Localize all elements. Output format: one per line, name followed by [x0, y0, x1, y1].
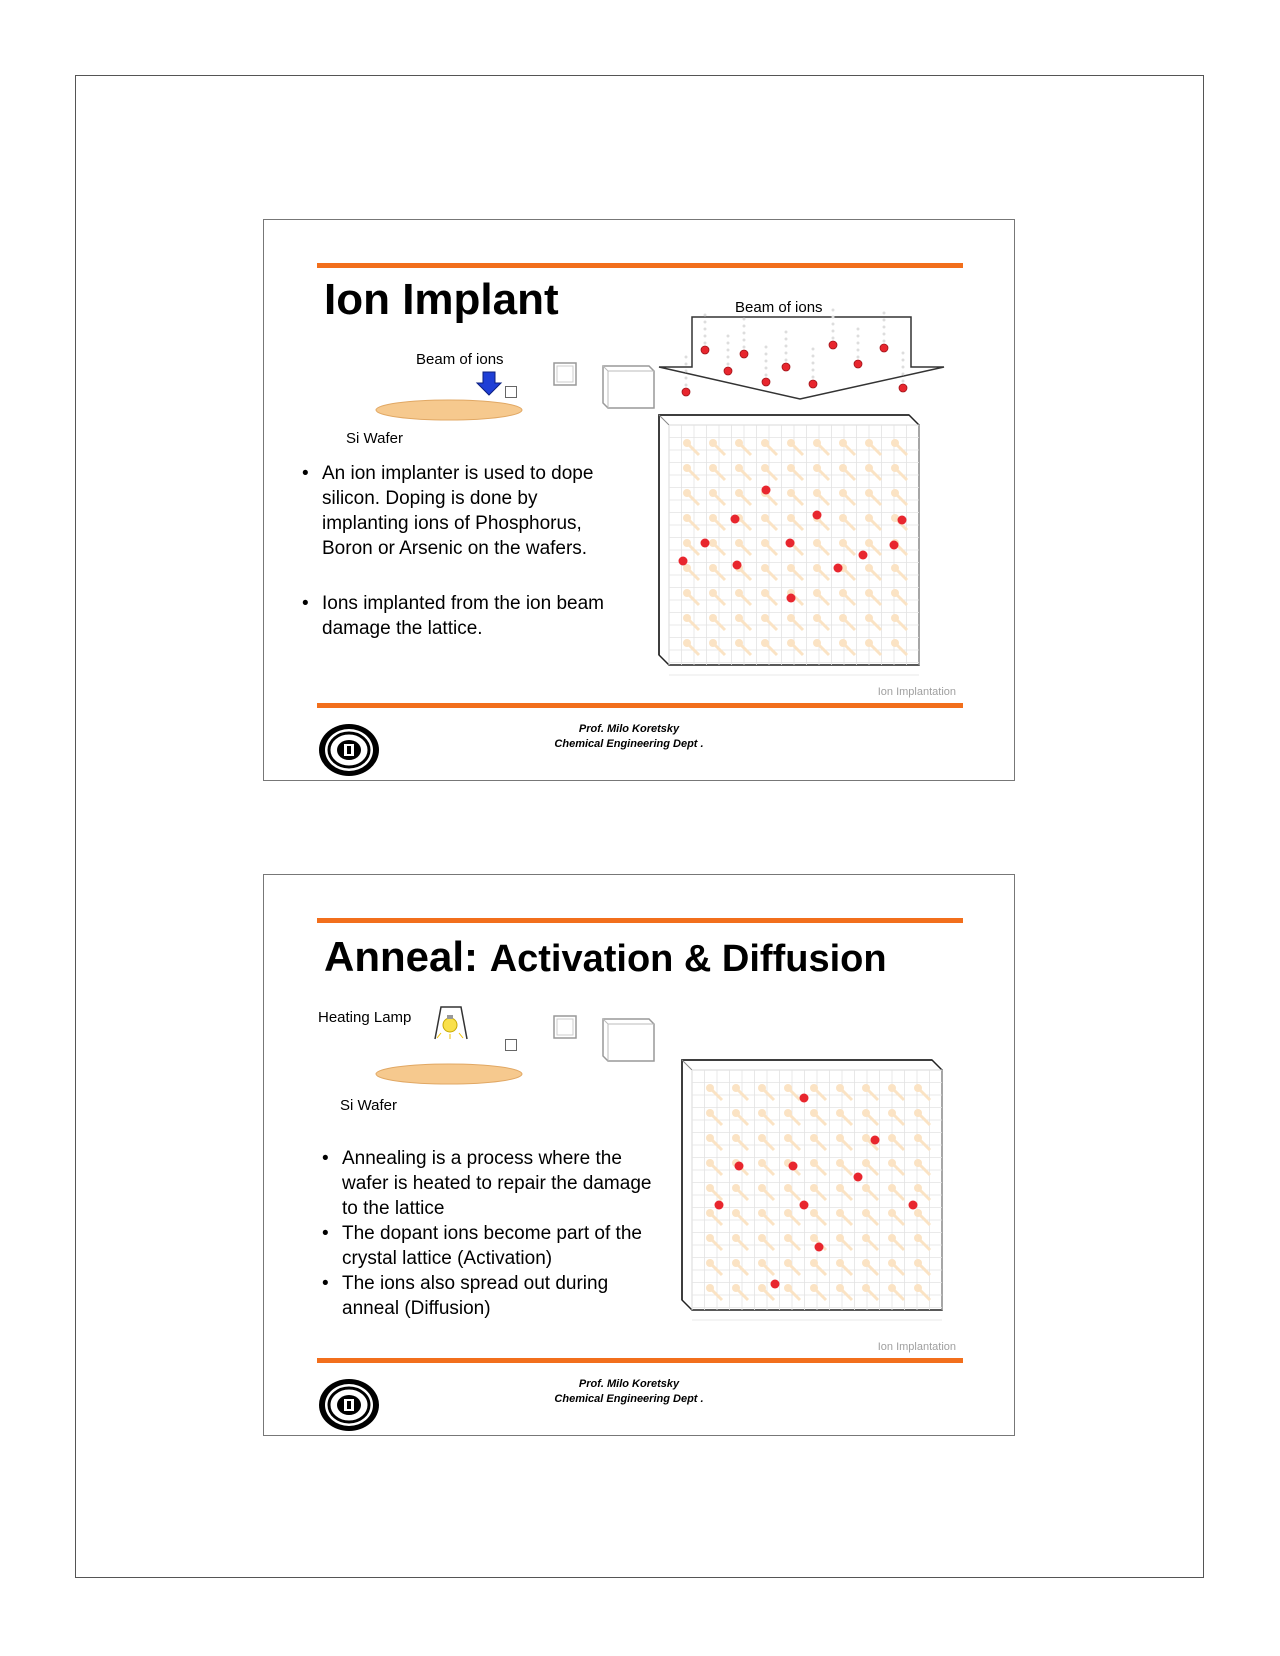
dopant-ion — [813, 511, 822, 520]
wafer-label: Si Wafer — [340, 1097, 397, 1114]
dopant-ion — [735, 1162, 744, 1171]
placeholder-box-icon — [553, 1015, 577, 1039]
title-main: Anneal: — [324, 933, 479, 980]
crystal-lattice-damaged — [659, 415, 929, 677]
dopant-ion — [771, 1280, 780, 1289]
si-wafer — [374, 1062, 524, 1086]
bullet-item: • Annealing is a process where the wafer is heated to repair the damage to the lattice — [322, 1146, 652, 1221]
bullet-list — [322, 1146, 652, 1321]
dopant-ion — [859, 551, 868, 560]
ion-beam-arrow — [657, 317, 947, 407]
placeholder-box-icon — [553, 362, 577, 386]
beam-ion — [762, 378, 770, 386]
dopant-ion — [715, 1201, 724, 1210]
dopant-ion — [800, 1094, 809, 1103]
beam-ion — [701, 346, 709, 354]
dopant-ion — [800, 1201, 809, 1210]
dopant-ion — [762, 486, 771, 495]
slide-anneal — [263, 874, 1015, 1436]
bullet-item: • An ion implanter is used to dope silicon. Doping is done by implanting ions of Phosphorus, Boron or Arsenic on the wafers. — [302, 461, 612, 561]
credit-dept: Chemical Engineering Dept . — [554, 738, 704, 750]
beam-label-left: Beam of ions — [416, 351, 504, 368]
dopant-ion — [834, 564, 843, 573]
dopant-ion — [909, 1201, 918, 1210]
university-seal-logo — [317, 722, 381, 778]
beam-ion — [854, 360, 862, 368]
footer-tag: Ion Implantation — [877, 686, 956, 698]
beam-ion — [782, 363, 790, 371]
accent-bar-bottom — [317, 703, 963, 708]
bullet-item: • Ions implanted from the ion beam damage the lattice. — [302, 591, 612, 641]
dopant-ion — [733, 561, 742, 570]
dopant-ion — [854, 1173, 863, 1182]
dopant-ion — [890, 541, 899, 550]
dopant-ion — [871, 1136, 880, 1145]
dopant-ion — [701, 539, 710, 548]
dopant-ion — [789, 1162, 798, 1171]
dopant-ion — [787, 594, 796, 603]
beam-ion — [724, 367, 732, 375]
beam-ion — [740, 350, 748, 358]
beam-ion — [829, 341, 837, 349]
credit-name: Prof. Milo Koretsky — [578, 1378, 680, 1390]
dopant-ion — [679, 557, 688, 566]
beam-label-right: Beam of ions — [735, 299, 823, 316]
slide-ion-implant — [263, 219, 1015, 781]
small-square-icon — [505, 386, 517, 398]
dopant-ion — [898, 516, 907, 525]
crystal-lattice-annealed — [682, 1060, 952, 1322]
beam-ion — [880, 344, 888, 352]
bullet-list — [302, 461, 612, 641]
wafer-label: Si Wafer — [346, 430, 403, 447]
title-sub: Activation & Diffusion — [489, 938, 887, 980]
down-arrow-icon — [477, 372, 503, 396]
slide-title: Ion Implant — [324, 275, 559, 324]
credit-block — [504, 722, 754, 752]
footer-tag: Ion Implantation — [877, 1341, 956, 1353]
lattice-atoms — [706, 1084, 930, 1300]
university-seal-logo — [317, 1377, 381, 1433]
beam-ion — [682, 388, 690, 396]
lattice-atoms — [683, 439, 907, 655]
beam-ion — [899, 384, 907, 392]
lamp-label: Heating Lamp — [318, 1009, 412, 1026]
credit-dept: Chemical Engineering Dept . — [554, 1393, 704, 1405]
credit-name: Prof. Milo Koretsky — [578, 723, 680, 735]
si-wafer — [374, 398, 524, 422]
bullet-item: • The ions also spread out during anneal (Diffusion) — [322, 1271, 652, 1321]
placeholder-cube-icon — [602, 1015, 656, 1063]
accent-bar-bottom — [317, 1358, 963, 1363]
credit-block — [504, 1377, 754, 1407]
accent-bar-top — [317, 263, 963, 268]
dopant-ion — [786, 539, 795, 548]
bullet-item: • The dopant ions become part of the crystal lattice (Activation) — [322, 1221, 652, 1271]
small-square-icon — [505, 1039, 517, 1051]
beam-ion — [809, 380, 817, 388]
heating-lamp-icon — [429, 1005, 473, 1041]
dopant-ion — [731, 515, 740, 524]
accent-bar-top — [317, 918, 963, 923]
placeholder-cube-icon — [602, 362, 656, 410]
dopant-ion — [815, 1243, 824, 1252]
slide-title — [324, 933, 887, 981]
